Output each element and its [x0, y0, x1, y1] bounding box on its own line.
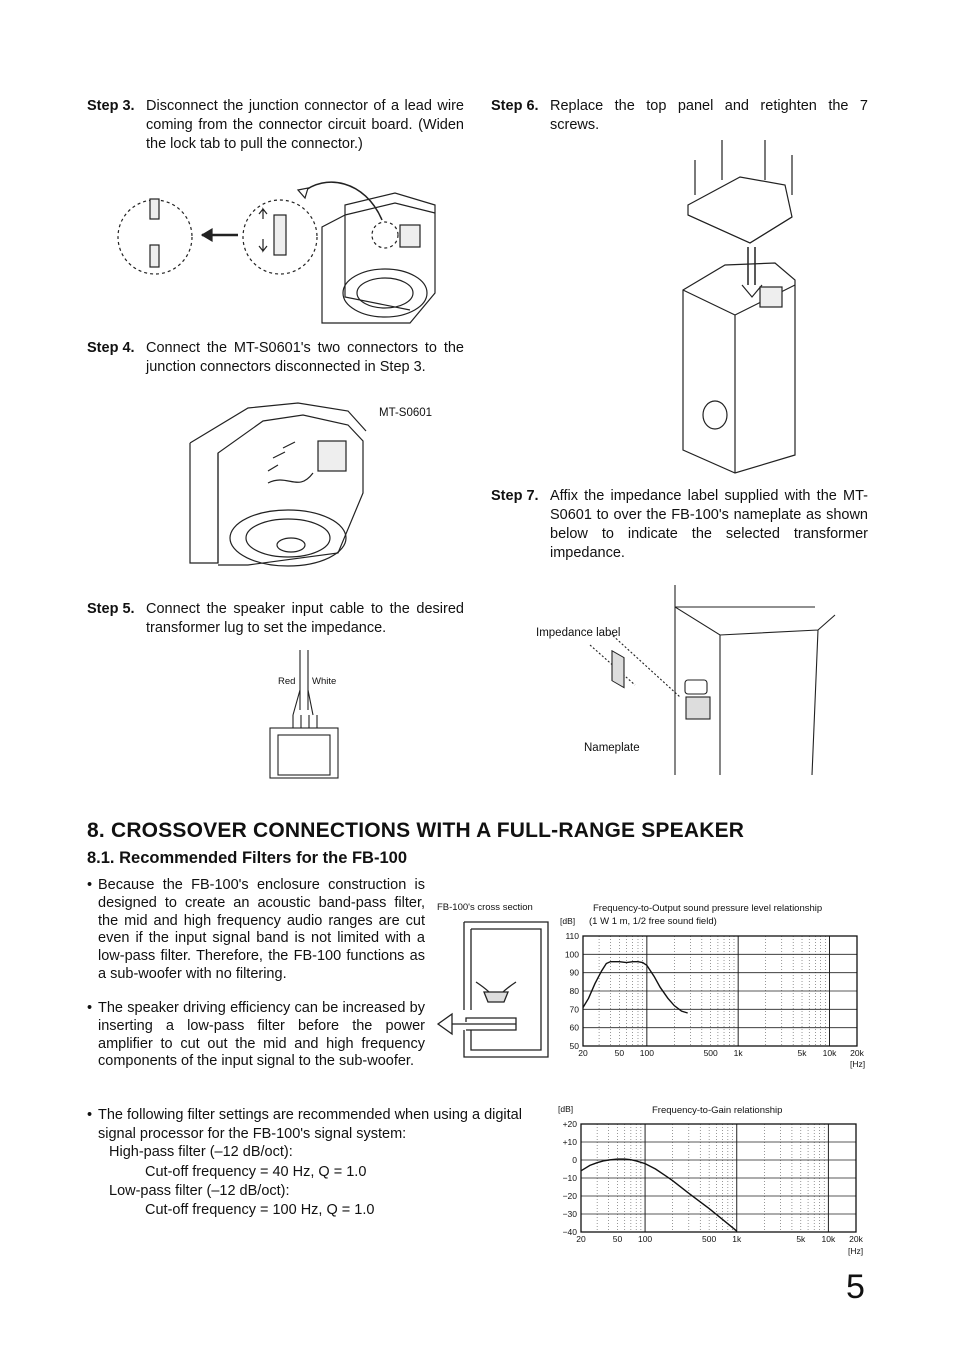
x-tick-label: 10k: [821, 1234, 836, 1244]
hp-filter-value: Cut-off frequency = 40 Hz, Q = 1.0: [145, 1164, 367, 1180]
x-tick-label: 20: [576, 1234, 586, 1244]
bullet-1: • Because the FB-100's enclosure construction is designed to create an acoustic band-pass filter, the mid and high frequency audio ranges are cut even if the input signal band is not limited with a low-pass filter. Therefore, the FB-100 functions as a sub-woofer with no filtering.: [87, 877, 425, 982]
bullet-2: • The speaker driving efficiency can be increased by inserting a low-pass filter before the power amplifier to cut out the mid and high frequency components of the input signal to the sub-woofer.: [87, 1000, 425, 1070]
step-4-label: Step 4.: [87, 340, 135, 356]
y-tick-label: +10: [562, 1137, 577, 1147]
y-tick-label: +20: [562, 1119, 577, 1129]
nameplate-caption: Nameplate: [584, 742, 640, 754]
section-title: 8. CROSSOVER CONNECTIONS WITH A FULL-RANGE SPEAKER: [87, 819, 745, 842]
y-tick-label: 70: [569, 1004, 579, 1015]
y-tick-label: 100: [564, 949, 579, 960]
mt-s0601-label: MT-S0601: [379, 407, 433, 419]
chart2-xlabel: [Hz]: [848, 1246, 864, 1256]
y-tick-label: 90: [569, 967, 579, 978]
step-6-text: Replace the top panel and retighten the 7 screws.: [550, 98, 868, 133]
chart1-xlabel: [Hz]: [850, 1059, 866, 1069]
impedance-label-caption: Impedance label: [536, 627, 621, 639]
x-tick-label: 20k: [849, 1234, 863, 1244]
cross-section-caption: FB-100's cross section: [437, 902, 533, 913]
page-number: 5: [846, 1268, 865, 1306]
x-tick-label: 100: [639, 1048, 654, 1058]
step-5-text: Connect the speaker input cable to the desired transformer lug to set the impedance.: [146, 601, 464, 636]
x-tick-label: 20: [578, 1048, 588, 1058]
x-tick-label: 5k: [796, 1234, 806, 1244]
chart2-title: Frequency-to-Gain relationship: [652, 1105, 783, 1116]
y-tick-label: −10: [562, 1173, 577, 1183]
y-tick-label: 50: [569, 1041, 579, 1051]
y-tick-label: 80: [569, 986, 579, 996]
chart1-ylabel: [dB]: [560, 916, 576, 926]
lp-filter-label: Low-pass filter (–12 dB/oct):: [109, 1183, 290, 1199]
step-7-label: Step 7.: [491, 488, 539, 504]
white-wire-label: White: [312, 676, 337, 687]
step-6-label: Step 6.: [491, 98, 539, 114]
y-tick-label: −30: [562, 1209, 577, 1219]
y-tick-label: 110: [565, 931, 579, 941]
y-tick-label: −40: [562, 1227, 577, 1237]
chart2-ylabel: [dB]: [558, 1104, 574, 1114]
bullet-3: • The following filter settings are recommended when using a digital signal processor for the FB-100's signal system:: [87, 1106, 527, 1144]
step-3-text: Disconnect the junction connector of a lead wire coming from the connector circuit board. (Widen the lock tab to pull the connector.): [146, 98, 464, 152]
red-wire-label: Red: [278, 676, 296, 687]
step-5-label: Step 5.: [87, 601, 135, 617]
x-tick-label: 1k: [732, 1234, 742, 1244]
x-tick-label: 1k: [733, 1048, 743, 1058]
hp-filter-label: High-pass filter (–12 dB/oct):: [109, 1144, 293, 1160]
bullet-2-text: The speaker driving efficiency can be increased by inserting a low-pass filter before the power amplifier to cut out the mid and high frequency components of the input signal to the sub-woofer.: [98, 1000, 425, 1070]
x-tick-label: 20k: [850, 1048, 864, 1058]
step-3-label: Step 3.: [87, 98, 135, 114]
lp-filter-value: Cut-off frequency = 100 Hz, Q = 1.0: [145, 1202, 375, 1218]
x-tick-label: 500: [702, 1234, 717, 1244]
y-tick-label: 60: [569, 1022, 579, 1033]
chart1-title: Frequency-to-Output sound pressure level relationship: [593, 903, 823, 914]
bullet-3-text: The following filter settings are recommended when using a digital signal processor for the FB-100's signal system:: [98, 1107, 522, 1142]
x-tick-label: 5k: [797, 1048, 807, 1058]
y-tick-label: −20: [562, 1191, 577, 1201]
chart1-subtitle: (1 W 1 m, 1/2 free sound field): [589, 916, 717, 927]
bullet-1-text: Because the FB-100's enclosure construction is designed to create an acoustic band-pass filter, the mid and high frequency audio ranges are cut even if the input signal band is not limited with a low-pass filter. Therefore, the FB-100 functions as a sub-woofer with no filtering.: [98, 877, 425, 982]
step-4-text: Connect the MT-S0601's two connectors to the junction connectors disconnected in Step 3.: [146, 340, 464, 375]
x-tick-label: 100: [637, 1234, 653, 1244]
x-tick-label: 10k: [822, 1048, 837, 1058]
section-subtitle: 8.1. Recommended Filters for the FB-100: [87, 849, 408, 867]
x-tick-label: 50: [614, 1048, 625, 1058]
step-7-text: Affix the impedance label supplied with the MT-S0601 to over the FB-100's nameplate as shown below to indicate the selected transformer impedance.: [550, 488, 868, 561]
y-tick-label: 0: [572, 1155, 577, 1165]
x-tick-label: 50: [612, 1234, 623, 1244]
series-line: [581, 1159, 737, 1231]
x-tick-label: 500: [703, 1048, 718, 1058]
